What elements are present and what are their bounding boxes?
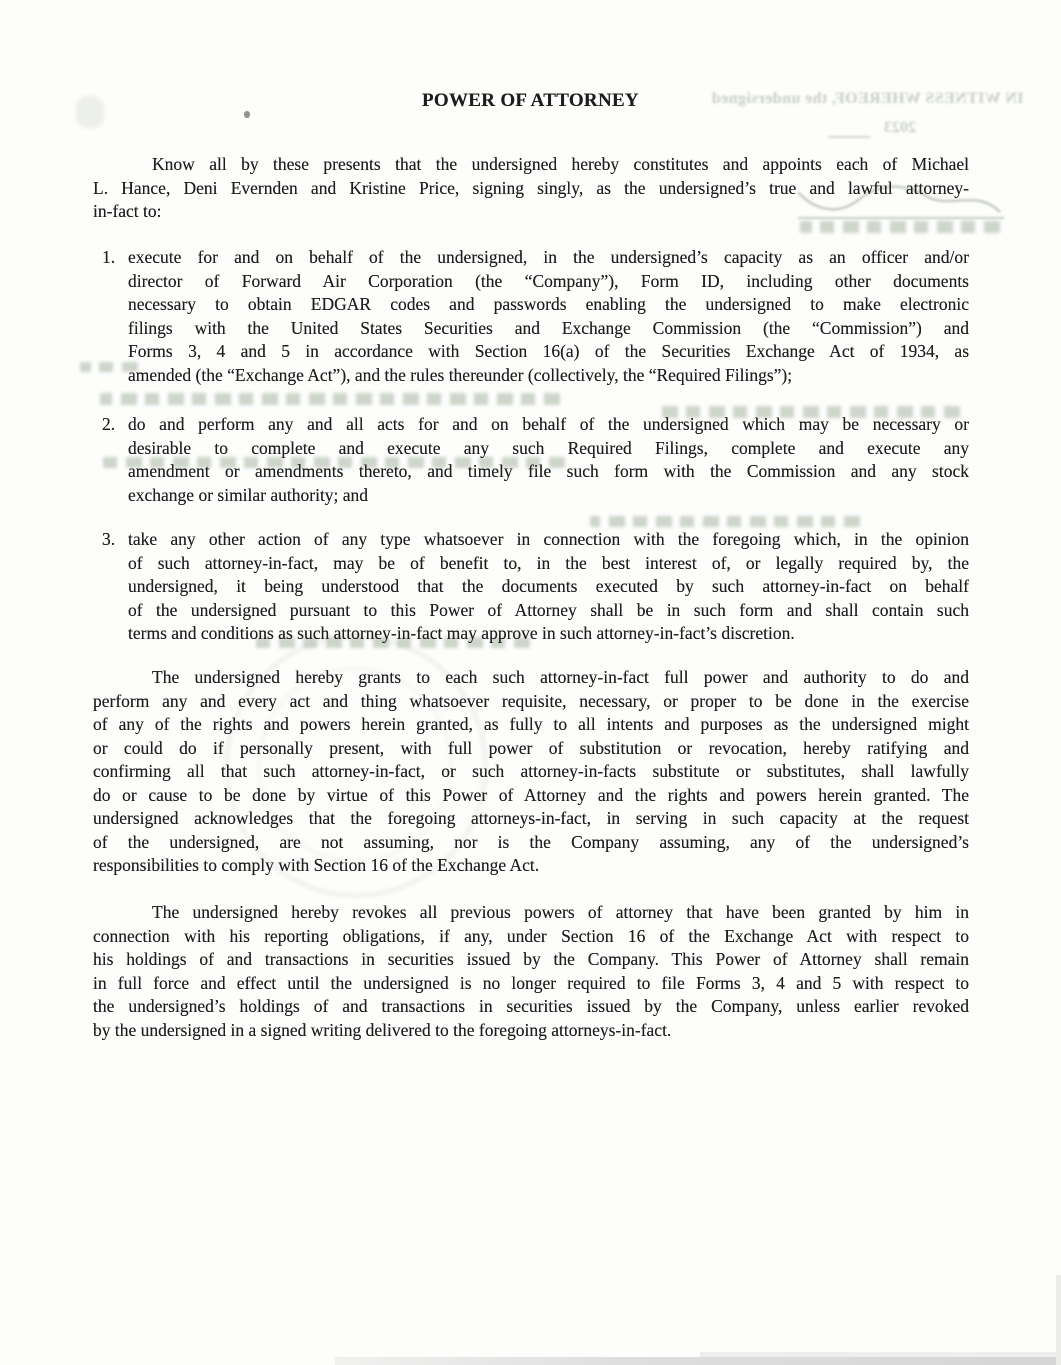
text-line: the undersigned’s holdings of and transactions in securities issued by the Company, unless earlier revoked bbox=[93, 996, 969, 1016]
text-line: Know all by these presents that the undersigned hereby constitutes and appoints each of Michael bbox=[152, 154, 969, 174]
list-item-text bbox=[128, 528, 969, 646]
document-title: POWER OF ATTORNEY bbox=[422, 90, 639, 111]
text-line: exchange or similar authority; and bbox=[128, 484, 369, 505]
list-item-number: 1. bbox=[102, 247, 116, 267]
list-item-text bbox=[128, 413, 969, 507]
scanner-edge-bar-right bbox=[1056, 1275, 1061, 1365]
text-line: The undersigned hereby revokes all previous powers of attorney that have been granted by him in bbox=[152, 902, 969, 922]
text-line: connection with his reporting obligations, if any, under Section 16 of the Exchange Act with respect to bbox=[93, 925, 969, 946]
revocation-paragraph bbox=[93, 901, 969, 1042]
bleed-through-date-line bbox=[828, 136, 870, 138]
text-line: undersigned, it being understood that the documents executed by such attorney-in-fact on behalf bbox=[128, 576, 969, 596]
bleed-through-witness-text: IN WITNESS WHEREOF, the undersigned bbox=[711, 90, 1024, 107]
text-line: amendment or amendments thereto, and timely file such form with the Commission and any stock bbox=[128, 461, 969, 481]
text-line: director of Forward Air Corporation (the “Company”), Form ID, including other documents bbox=[128, 270, 969, 291]
list-item-text bbox=[128, 246, 969, 387]
text-line: take any other action of any type whatsoever in connection with the foregoing which, in the opinion bbox=[128, 529, 969, 549]
intro-paragraph bbox=[93, 153, 969, 224]
text-line: or could do if personally present, with full power of substitution or revocation, hereby ratifying and bbox=[93, 737, 969, 758]
text-line: confirming all that such attorney-in-fact, or such attorney-in-facts substitute or substitutes, shall lawfully bbox=[93, 761, 969, 781]
text-line: do and perform any and all acts for and on behalf of the undersigned which may be necessary or bbox=[128, 414, 969, 434]
text-line: execute for and on behalf of the undersigned, in the undersigned’s capacity as an officer and/or bbox=[128, 247, 969, 267]
text-line: in full force and effect until the undersigned is no longer required to file Forms 3, 4 and 5 with respect to bbox=[93, 972, 969, 993]
text-line: of any of the rights and powers herein granted, as fully to all intents and purposes as the undersigned might bbox=[93, 714, 969, 734]
bleed-through-text-bar bbox=[100, 393, 560, 405]
text-line: responsibilities to comply with Section 16 of the Exchange Act. bbox=[93, 855, 540, 875]
list-item-2 bbox=[93, 413, 969, 507]
bleed-through-year-text: 2023 bbox=[884, 119, 916, 136]
text-line: by the undersigned in a signed writing delivered to the foregoing attorneys-in-fact. bbox=[93, 1019, 672, 1040]
text-line: in-fact to: bbox=[93, 201, 162, 221]
text-line: of the undersigned pursuant to this Power of Attorney shall be in such form and shall contain such bbox=[128, 599, 969, 620]
text-line: necessary to obtain EDGAR codes and passwords enabling the undersigned to make electronic bbox=[128, 294, 969, 314]
bleed-through-text-bar bbox=[590, 516, 860, 527]
scan-smudge bbox=[76, 96, 104, 128]
text-line: undersigned acknowledges that the foregoing attorneys-in-fact, in serving in such capacity at the request bbox=[93, 808, 969, 828]
text-line: do or cause to be done by virtue of this Power of Attorney and the rights and powers herein granted. The bbox=[93, 784, 969, 805]
text-line: filings with the United States Securities and Exchange Commission (the “Commission”) and bbox=[128, 317, 969, 338]
list-item-number: 3. bbox=[102, 529, 116, 549]
list-item-number: 2. bbox=[102, 414, 116, 434]
text-line: his holdings of and transactions in securities issued by the Company. This Power of Attorney shall remain bbox=[93, 949, 969, 969]
text-line: desirable to complete and execute any such Required Filings, complete and execute any bbox=[128, 437, 969, 458]
scanner-edge-bar-bottom bbox=[335, 1357, 1061, 1365]
text-line: The undersigned hereby grants to each such attorney-in-fact full power and authority to do and bbox=[152, 667, 969, 687]
text-line: of such attorney-in-fact, may be of benefit to, in the best interest of, or legally required by, the bbox=[128, 552, 969, 573]
text-line: terms and conditions as such attorney-in-fact may approve in such attorney-in-fact’s discretion. bbox=[128, 623, 795, 643]
text-line: Forms 3, 4 and 5 in accordance with Section 16(a) of the Securities Exchange Act of 1934, as bbox=[128, 341, 969, 361]
text-line: perform any and every act and thing whatsoever requisite, necessary, or proper to be done in the exercise bbox=[93, 690, 969, 711]
list-item-1 bbox=[93, 246, 969, 387]
text-line: L. Hance, Deni Evernden and Kristine Price, signing singly, as the undersigned’s true and lawful attorney- bbox=[93, 177, 969, 198]
list-item-3 bbox=[93, 528, 969, 646]
scan-speck bbox=[244, 111, 250, 118]
text-line: of the undersigned, are not assuming, nor is the Company assuming, any of the undersigned’s bbox=[93, 831, 969, 852]
text-line: amended (the “Exchange Act”), and the rules thereunder (collectively, the “Required Filings”); bbox=[128, 364, 793, 385]
grant-paragraph bbox=[93, 666, 969, 878]
